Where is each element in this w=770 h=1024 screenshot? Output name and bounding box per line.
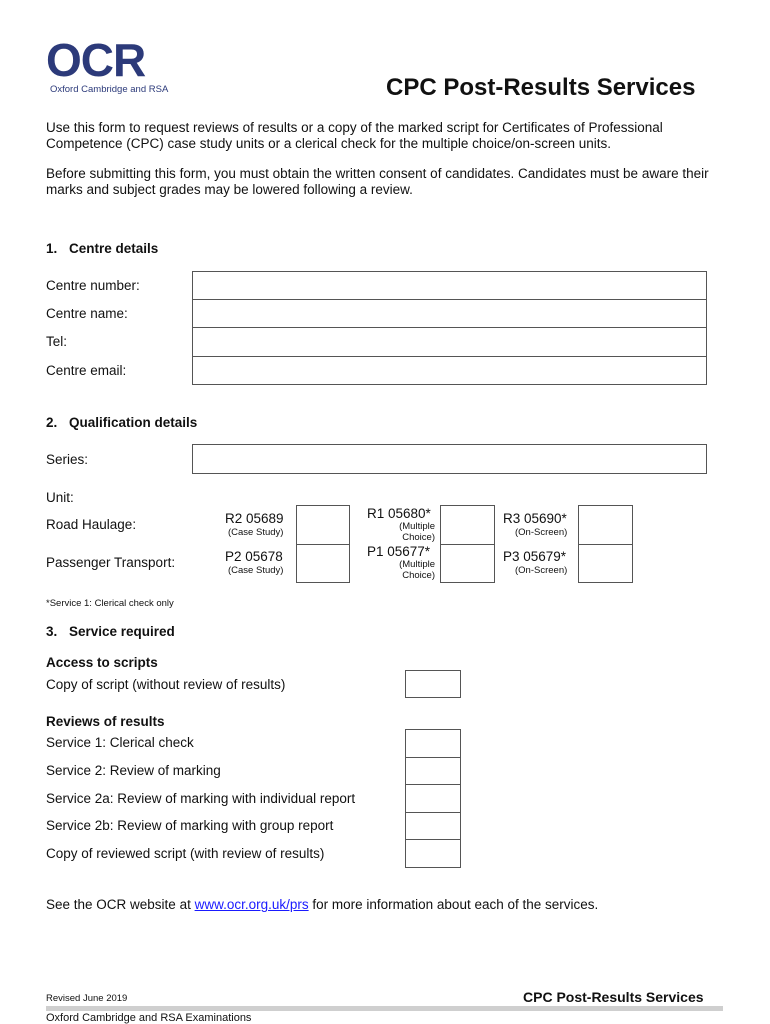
copy-of-script-checkbox[interactable] [405, 670, 461, 698]
service-2b-label: Service 2b: Review of marking with group report [46, 818, 334, 833]
tel-field[interactable] [192, 327, 707, 357]
centre-email-label: Centre email: [46, 363, 127, 378]
website-text-after: for more information about each of the services. [308, 897, 599, 912]
unit-r2-code: R2 05689 [225, 511, 284, 526]
unit-p2-checkbox[interactable] [296, 544, 350, 583]
section-1-number: 1. [46, 241, 58, 256]
service-2a-checkbox[interactable] [405, 784, 461, 813]
page-title: CPC Post-Results Services [386, 74, 696, 101]
series-field[interactable] [192, 444, 707, 474]
service-2-checkbox[interactable] [405, 757, 461, 785]
unit-p3-code: P3 05679* [503, 549, 567, 564]
footer-divider [46, 1006, 723, 1011]
unit-r2-sub: (Case Study) [228, 527, 284, 538]
unit-p1-checkbox[interactable] [440, 544, 495, 583]
intro-paragraph-2: Before submitting this form, you must obtain the written consent of candidates. Candidates must be aware their marks and subject grades may be lowered following a review. [46, 166, 709, 197]
unit-r3-code: R3 05690* [503, 511, 567, 526]
reviews-of-results-heading: Reviews of results [46, 714, 165, 729]
section-2-title: Qualification details [69, 415, 198, 430]
footer-title: CPC Post-Results Services [523, 989, 704, 1005]
unit-r1-checkbox[interactable] [440, 505, 495, 545]
service-1-label: Service 1: Clerical check [46, 735, 194, 750]
footer-organisation: Oxford Cambridge and RSA Examinations [46, 1012, 252, 1024]
centre-name-field[interactable] [192, 299, 707, 328]
revised-date: Revised June 2019 [46, 993, 128, 1004]
unit-p3-sub: (On-Screen) [515, 565, 568, 576]
section-1-title: Centre details [69, 241, 159, 256]
ocr-logo: OCR [46, 34, 146, 86]
unit-r2-checkbox[interactable] [296, 505, 350, 545]
centre-number-label: Centre number: [46, 278, 140, 293]
unit-p1-code: P1 05677* [367, 544, 431, 559]
section-2-heading [46, 415, 197, 430]
unit-r3-sub: (On-Screen) [515, 527, 568, 538]
section-1-heading [46, 241, 158, 256]
website-sentence [46, 897, 598, 912]
access-to-scripts-heading: Access to scripts [46, 655, 158, 670]
centre-name-label: Centre name: [46, 306, 128, 321]
unit-r1-code: R1 05680* [367, 506, 431, 521]
intro-paragraph-1: Use this form to request reviews of results or a copy of the marked script for Certificates of Professional Competence (CPC) case study units or a clerical check for the multiple choice/on-screen units. [46, 120, 663, 151]
copy-of-script-label: Copy of script (without review of results) [46, 677, 286, 692]
ocr-logo-subtitle: Oxford Cambridge and RSA [50, 84, 169, 95]
service1-footnote: *Service 1: Clerical check only [46, 598, 174, 609]
unit-label: Unit: [46, 490, 74, 505]
section-3-number: 3. [46, 624, 58, 639]
road-haulage-label: Road Haulage: [46, 517, 137, 532]
section-3-title: Service required [69, 624, 175, 639]
unit-p3-checkbox[interactable] [578, 544, 633, 583]
unit-p2-sub: (Case Study) [228, 565, 284, 576]
section-3-heading [46, 624, 175, 639]
ocr-website-link[interactable]: www.ocr.org.uk/prs [194, 897, 309, 912]
unit-r3-checkbox[interactable] [578, 505, 633, 545]
copy-of-reviewed-script-checkbox[interactable] [405, 839, 461, 868]
centre-email-field[interactable] [192, 356, 707, 385]
website-text-before: See the OCR website at [46, 897, 195, 912]
unit-p2-code: P2 05678 [225, 549, 283, 564]
unit-p1-sub: (Multiple Choice) [399, 559, 435, 581]
copy-of-reviewed-script-label: Copy of reviewed script (with review of results) [46, 846, 325, 861]
unit-r1-sub: (Multiple Choice) [399, 521, 435, 543]
series-label: Series: [46, 452, 89, 467]
passenger-transport-label: Passenger Transport: [46, 555, 176, 570]
service-2a-label: Service 2a: Review of marking with individual report [46, 791, 356, 806]
section-2-number: 2. [46, 415, 58, 430]
centre-number-field[interactable] [192, 271, 707, 300]
tel-label: Tel: [46, 334, 68, 349]
service-1-checkbox[interactable] [405, 729, 461, 758]
service-2-label: Service 2: Review of marking [46, 763, 221, 778]
service-2b-checkbox[interactable] [405, 812, 461, 840]
